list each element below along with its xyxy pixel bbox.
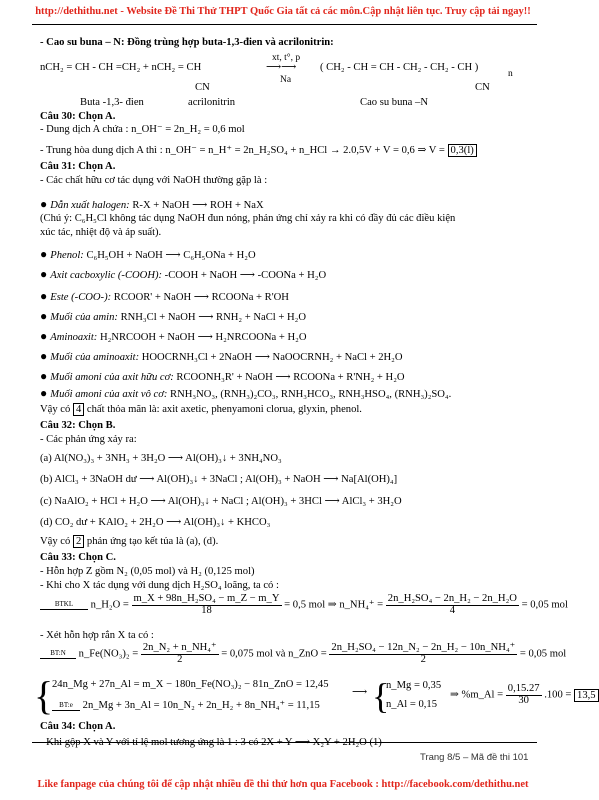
question-30-title: Câu 30: Chọn A. xyxy=(40,111,116,122)
header-divider xyxy=(32,24,537,25)
q32-reaction-b: (b) AlCl₃ + 3NaOH dư ⟶ Al(OH)₃↓ + 3NaCl ; Al(OH)₃ + NaOH ⟶ Na[Al(OH)₄] xyxy=(40,474,398,485)
question-34-title: Câu 34: Chọn A. xyxy=(40,721,116,732)
q31-este: ● Este (-COO-): RCOOR' + NaOH ⟶ RCOONa + R'OH xyxy=(40,289,289,303)
btkl-arrow: BTKL xyxy=(40,601,88,609)
q33-percent: ⇒ %m_Al = $\frac{0,15.27}{30}$ .100 = 13,5 xyxy=(450,684,599,706)
label-acrilonitrin: acrilonitrin xyxy=(188,97,236,108)
q31-halogen: ● Dẫn xuất halogen: R-X + NaOH ⟶ ROH + NaX xyxy=(40,197,264,211)
line-cao-su-buna: - Cao su buna – N: Đồng trùng hợp buta-1,3-đien và acrilonitrin: xyxy=(40,37,334,48)
polymer-n: n xyxy=(508,69,513,79)
q31-conclusion: Vậy có 4 chất thỏa mãn là: axit axetic, phenyamoni clorua, glyxin, phenol. xyxy=(40,404,362,415)
q30-line-2: - Trung hòa dung dịch A thì : n_OH⁻ = n_H⁺ = 2n_H₂SO₄ + n_HCl → 2.0,5V + V = 0,6 ⇒ V = 0,3(l) xyxy=(40,146,477,157)
q31-phenol: ● Phenol: C₆H₅OH + NaOH ⟶ C₆H₅ONa + H₂O xyxy=(40,247,256,261)
answer-box: 13,5 xyxy=(574,689,599,702)
q33-result-al: n_Al = 0,15 xyxy=(386,699,437,710)
question-31-title: Câu 31: Chọn A. xyxy=(40,161,116,172)
answer-box: 2 xyxy=(73,535,84,548)
footer-divider xyxy=(32,742,537,743)
q30-line-1: - Dung dịch A chứa : n_OH⁻ = 2n_H₂ = 0,6 mol xyxy=(40,124,245,135)
q31-muoi-amoni-huu-co: ● Muối amoni của axit hữu cơ: RCOONH₃R' + NaOH ⟶ RCOONa + R'NH₂ + H₂O xyxy=(40,369,405,383)
cn-group-left: CN xyxy=(195,82,210,93)
q31-muoi-amin: ● Muối của amin: RNH₃Cl + NaOH ⟶ RNH₂ + NaCl + H₂O xyxy=(40,309,307,323)
q33-system-eq1: 24n_Mg + 27n_Al = m_X − 180n_Fe(NO₃)₂ − 81n_ZnO = 12,45 xyxy=(52,679,329,690)
q31-muoi-amoni-vo-co: ● Muối amoni của axit vô cơ: RNH₃NO₃, (RNH₃)₂CO₃, RNH₃HCO₃, RNH₃HSO₄, (RNH₃)₂SO₄. xyxy=(40,386,452,400)
footer-link[interactable]: Like fanpage của chúng tôi để cập nhật nhiều đề thi thử hơn qua Facebook : http://facebook.com/dethithu.net xyxy=(37,779,529,790)
q33-btn-equation: BT:N n_Fe(NO₃)₂ = $\frac{\text{2n\_N₂ + n\_NH₄⁺}}{2}$ = 0,075 mol và n_ZnO = $\frac{\text{2n\_H₂SO₄ − 12n\_N₂ − 2n\_H₂ − 10n\_NH₄⁺}}{2}$ = 0,05 mol xyxy=(40,643,566,665)
page-number: Trang 8/5 – Mã đề thi 101 xyxy=(420,752,529,763)
q31-note-1: (Chú ý: C₆H₅Cl không tác dụng NaOH đun nóng, phản ứng chỉ xảy ra khi có đầy đủ các điều kiện xyxy=(40,213,456,224)
reaction-buna-left: nCH₂ = CH - CH =CH₂ + nCH₂ = CH xyxy=(40,62,202,73)
answer-box: 4 xyxy=(73,403,84,416)
q32-reaction-d: (d) CO₂ dư + KAlO₂ + 2H₂O ⟶ Al(OH)₃↓ + KHCO₃ xyxy=(40,517,271,528)
q32-reaction-a: (a) Al(NO₃)₃ + 3NH₃ + 3H₂O ⟶ Al(OH)₃↓ + 3NH₄NO₃ xyxy=(40,453,282,464)
header-link[interactable]: http://dethithu.net - Website Đề Thi Thử THPT Quốc Gia tất cả các môn.Cập nhật liên tục. Truy cập tải ngay!! xyxy=(35,6,531,17)
question-33-title: Câu 33: Chọn C. xyxy=(40,552,116,563)
label-butadiene: Buta -1,3- đien xyxy=(80,97,144,108)
system-brace-right: { xyxy=(372,676,390,716)
reaction-catalyst: Na xyxy=(280,75,292,85)
answer-box: 0,3(l) xyxy=(448,144,477,157)
q31-note-2: xúc tác, nhiệt độ và áp suất). xyxy=(40,227,162,238)
q33-result-mg: n_Mg = 0,35 xyxy=(386,680,442,691)
reaction-buna-right: ( CH₂ - CH = CH - CH₂ - CH₂ - CH ) xyxy=(320,62,479,73)
label-buna-n: Cao su buna –N xyxy=(360,97,428,108)
reaction-condition: xt, t°, p xyxy=(272,53,301,63)
q32-conclusion: Vậy có 2 phản ứng tạo kết tủa là (a), (d). xyxy=(40,536,219,547)
bte-arrow: BT:e xyxy=(52,702,80,710)
question-32-title: Câu 32: Chọn B. xyxy=(40,420,116,431)
q34-line-1: - Khi gộp X và Y với tỉ lệ mol tương ứng là 1 : 3 có 2X + Y ⟶ X₂Y + 2H₂O (1) xyxy=(40,737,382,748)
reaction-arrow: ⟶⟶ xyxy=(266,62,297,73)
q33-solid-intro: - Xét hỗn hợp rắn X ta có : xyxy=(40,630,154,641)
q33-line-z: - Hỗn hợp Z gồm N₂ (0,05 mol) và H₂ (0,125 mol) xyxy=(40,566,255,577)
q31-aminoaxit: ● Aminoaxit: H₂NRCOOH + NaOH ⟶ H₂NRCOONa + H₂O xyxy=(40,329,307,343)
cn-group-right: CN xyxy=(475,82,490,93)
q31-axit: ● Axit cacboxylic (-COOH): -COOH + NaOH ⟶ -COONa + H₂O xyxy=(40,267,327,281)
q33-system-eq2: BT:e 2n_Mg + 3n_Al = 10n_N₂ + 2n_H₂ + 8n_NH₄⁺ = 11,15 xyxy=(52,701,320,712)
q31-intro: - Các chất hữu cơ tác dụng với NaOH thường gặp là : xyxy=(40,175,268,186)
q33-line-x: - Khi cho X tác dụng với dung dịch H₂SO₄ loãng, ta có : xyxy=(40,580,279,591)
q32-intro: - Các phản ứng xảy ra: xyxy=(40,434,137,445)
system-result-arrow: ⟶ xyxy=(352,687,368,698)
q31-muoi-aminoaxit: ● Muối của aminoaxit: HOOCRNH₃Cl + 2NaOH ⟶ NaOOCRNH₂ + NaCl + 2H₂O xyxy=(40,349,403,363)
q32-reaction-c: (c) NaAlO₂ + HCl + H₂O ⟶ Al(OH)₃↓ + NaCl ; Al(OH)₃ + 3HCl ⟶ AlCl₃ + 3H₂O xyxy=(40,496,402,507)
btn-arrow: BT:N xyxy=(40,650,76,658)
system-brace-left: { xyxy=(34,673,54,718)
q33-btkl-equation: BTKL n_H₂O = $\frac{\text{m\_X + 98n\_H₂SO₄ − m\_Z − m\_Y}}{18}$ = 0,5 mol ⇒ n_NH₄⁺ = $\frac{\text{2n\_H₂SO₄ − 2n\_H₂ − 2n\_H₂O}}{4}$ = 0,05 mol xyxy=(40,594,568,616)
